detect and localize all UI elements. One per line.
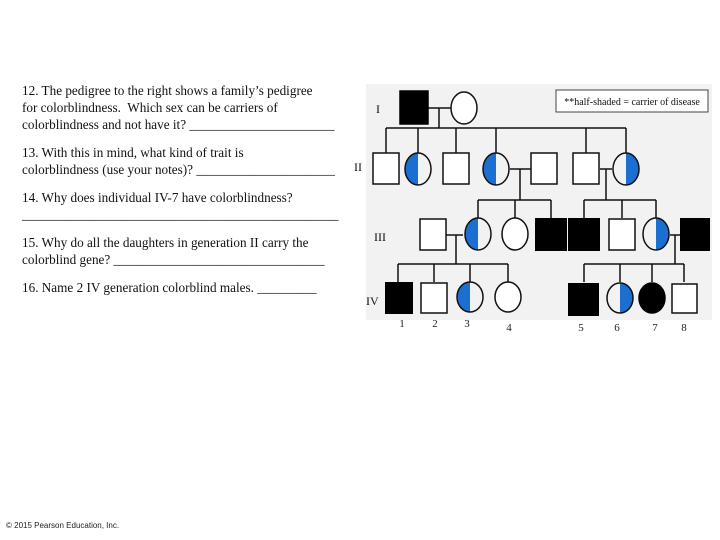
individual-number: 2 (432, 318, 438, 330)
question-line: 16. Name 2 IV generation colorblind males. _________ (22, 280, 317, 295)
legend-text: **half-shaded = carrier of disease (564, 97, 700, 108)
individual-iii-male (609, 219, 635, 250)
individual-iv-2-male (421, 283, 447, 313)
question-14 (22, 189, 358, 223)
individual-number: 3 (464, 318, 470, 330)
individual-ii-male (443, 153, 469, 184)
question-line: colorblindness and not have it? ______________________ (22, 117, 335, 132)
generation-label-iv: IV (366, 294, 379, 308)
individual-number: 6 (614, 322, 620, 334)
generation-label-i: I (376, 102, 380, 116)
question-12 (22, 82, 358, 133)
individual-iv-5-affected-male (568, 283, 599, 316)
question-15 (22, 234, 358, 268)
question-line: colorblind gene? ________________________________ (22, 252, 325, 267)
question-line: colorblindness (use your notes)? _____________________ (22, 162, 335, 177)
question-16 (22, 279, 358, 296)
individual-ii-male (573, 153, 599, 184)
individual-number: 5 (578, 322, 584, 334)
question-line: 15. Why do all the daughters in generation II carry the (22, 235, 309, 250)
individual-i-2-female (451, 92, 477, 124)
generation-label-ii: II (354, 160, 362, 174)
individual-number: 4 (506, 322, 512, 334)
copyright-notice: © 2015 Pearson Education, Inc. (6, 521, 120, 530)
individual-iii-affected-male (535, 218, 567, 251)
individual-number: 7 (652, 322, 658, 334)
question-13 (22, 144, 358, 178)
individual-iv-7-affected-female (639, 283, 665, 313)
individual-i-1-affected-male (400, 91, 428, 124)
question-line: for colorblindness. Which sex can be carriers of (22, 100, 278, 115)
individual-iii-male (420, 219, 446, 250)
individual-ii-male (531, 153, 557, 184)
individual-iii-female (502, 218, 528, 250)
question-line: 13. With this in mind, what kind of trait is (22, 145, 244, 160)
question-line: 14. Why does individual IV-7 have colorblindness? (22, 190, 293, 205)
question-list (22, 82, 358, 307)
question-line: 12. The pedigree to the right shows a family’s pedigree (22, 83, 313, 98)
individual-number: 1 (399, 318, 405, 330)
individual-iii-affected-male (568, 218, 600, 251)
individual-iv-8-male (672, 284, 697, 313)
question-line: ________________________________________________ (22, 207, 339, 222)
individual-iii-affected-male (680, 218, 710, 251)
individual-number: 8 (681, 322, 687, 334)
individual-iv-1-affected-male (385, 282, 413, 314)
pedigree-chart (352, 84, 720, 344)
generation-label-iii: III (374, 230, 386, 244)
individual-iv-4-female (495, 282, 521, 312)
individual-ii-male (373, 153, 399, 184)
